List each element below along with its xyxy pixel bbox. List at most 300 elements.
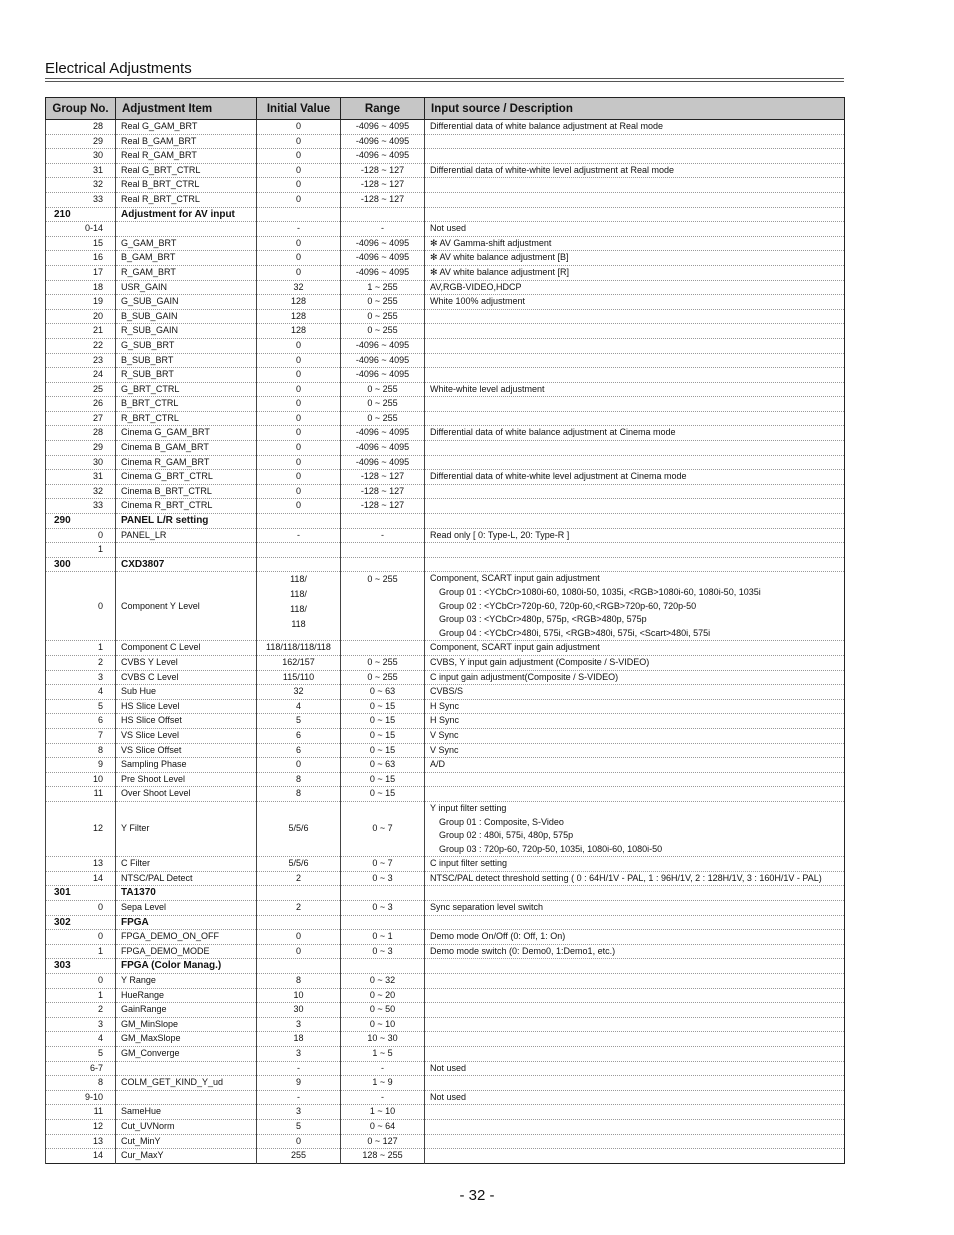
table-row <box>46 1134 845 1149</box>
cell-initial-value: 0 <box>257 426 341 441</box>
cell-description <box>425 655 845 670</box>
cell-adjustment-item: Cur_MaxY <box>116 1149 257 1164</box>
cell-initial-value: 255 <box>257 1149 341 1164</box>
description-line: Differential data of white-white level adjustment at Real mode <box>430 164 674 175</box>
cell-initial-value: 118/118/118/118 <box>257 641 341 656</box>
cell-description <box>425 572 845 641</box>
description-line: Component, SCART input gain adjustment <box>430 573 600 584</box>
cell-group-no: 20 <box>46 309 116 324</box>
cell-group-no: 290 <box>46 514 116 529</box>
description-line: V Sync <box>430 744 459 755</box>
column-header-description: Input source / Description <box>425 98 845 120</box>
cell-description <box>425 397 845 412</box>
description-line: ✻ AV Gamma-shift adjustment <box>430 237 552 248</box>
cell-description <box>425 1076 845 1091</box>
cell-description <box>425 728 845 743</box>
description-line: Sync separation level switch <box>430 902 544 913</box>
cell-adjustment-item: FPGA_DEMO_ON_OFF <box>116 930 257 945</box>
table-row <box>46 714 845 729</box>
cell-adjustment-item: C Filter <box>116 857 257 872</box>
cell-adjustment-item: B_SUB_BRT <box>116 353 257 368</box>
cell-range: 0 ~ 10 <box>341 1017 425 1032</box>
column-header-adjustment-item: Adjustment Item <box>116 98 257 120</box>
cell-group-no: 300 <box>46 557 116 572</box>
cell-initial-value: 128 <box>257 324 341 339</box>
cell-group-no: 2 <box>46 655 116 670</box>
cell-range: 0 ~ 63 <box>341 758 425 773</box>
title-rule <box>45 78 844 79</box>
cell-initial-value: 0 <box>257 251 341 266</box>
cell-initial-value: 0 <box>257 470 341 485</box>
description-line: NTSC/PAL detect threshold setting ( 0 : 64H/1V - PAL, 1 : 96H/1V, 2 : 128H/1V, 3 : 160H/1V - PAL) <box>430 872 822 883</box>
cell-adjustment-item: CVBS Y Level <box>116 655 257 670</box>
cell-range: 0 ~ 7 <box>341 801 425 856</box>
cell-initial-value: 128 <box>257 309 341 324</box>
cell-adjustment-item: Cut_MinY <box>116 1134 257 1149</box>
cell-adjustment-item: R_BRT_CTRL <box>116 411 257 426</box>
cell-description <box>425 280 845 295</box>
cell-initial-value: - <box>257 222 341 237</box>
cell-initial-value: 2 <box>257 871 341 886</box>
cell-adjustment-item: Real B_BRT_CTRL <box>116 178 257 193</box>
cell-initial-value: 0 <box>257 120 341 135</box>
cell-initial-value: 0 <box>257 353 341 368</box>
cell-range <box>341 557 425 572</box>
cell-initial-value: 5 <box>257 1119 341 1134</box>
cell-initial-value: 8 <box>257 974 341 989</box>
table-body <box>46 120 845 1164</box>
cell-group-no: 6 <box>46 714 116 729</box>
cell-initial-value: 18 <box>257 1032 341 1047</box>
cell-range: 0 ~ 3 <box>341 901 425 916</box>
cell-initial-value: 0 <box>257 236 341 251</box>
cell-initial-value: 162/157 <box>257 655 341 670</box>
cell-adjustment-item: NTSC/PAL Detect <box>116 871 257 886</box>
page-title: Electrical Adjustments <box>45 60 192 77</box>
cell-initial-value: 0 <box>257 368 341 383</box>
cell-description <box>425 901 845 916</box>
cell-initial-value: 0 <box>257 441 341 456</box>
cell-adjustment-item <box>116 1090 257 1105</box>
description-line: ✻ AV white balance adjustment [R] <box>430 266 569 277</box>
cell-description <box>425 382 845 397</box>
cell-range: 0 ~ 7 <box>341 857 425 872</box>
cell-adjustment-item <box>116 222 257 237</box>
group-header-row <box>46 207 845 222</box>
cell-description <box>425 163 845 178</box>
cell-description <box>425 1061 845 1076</box>
cell-adjustment-item <box>116 543 257 558</box>
cell-group-no: 13 <box>46 1134 116 1149</box>
cell-description <box>425 1119 845 1134</box>
description-line: Group 01 : <YCbCr>1080i-60, 1080i-50, 1035i, <RGB>1080i-60, 1080i-50, 1035i <box>439 587 761 597</box>
cell-group-no: 10 <box>46 772 116 787</box>
cell-description <box>425 670 845 685</box>
table-row <box>46 1003 845 1018</box>
cell-group-no: 17 <box>46 265 116 280</box>
cell-group-no: 30 <box>46 455 116 470</box>
cell-group-no: 4 <box>46 685 116 700</box>
cell-initial-value <box>257 959 341 974</box>
cell-adjustment-item: GainRange <box>116 1003 257 1018</box>
cell-initial-value: 32 <box>257 280 341 295</box>
cell-initial-value: 4 <box>257 699 341 714</box>
cell-adjustment-item: COLM_GET_KIND_Y_ud <box>116 1076 257 1091</box>
cell-group-no: 26 <box>46 397 116 412</box>
cell-range: -4096 ~ 4095 <box>341 236 425 251</box>
cell-description <box>425 685 845 700</box>
cell-initial-value <box>257 557 341 572</box>
cell-group-no: 28 <box>46 120 116 135</box>
description-line: Demo mode switch (0: Demo0, 1:Demo1, etc.) <box>430 945 616 956</box>
cell-range: -4096 ~ 4095 <box>341 338 425 353</box>
cell-range <box>341 641 425 656</box>
cell-group-no: 28 <box>46 426 116 441</box>
cell-range <box>341 915 425 930</box>
cell-range: 0 ~ 15 <box>341 772 425 787</box>
cell-group-no: 1 <box>46 641 116 656</box>
cell-adjustment-item: HS Slice Level <box>116 699 257 714</box>
table-row <box>46 368 845 383</box>
cell-group-no: 33 <box>46 192 116 207</box>
cell-description <box>425 192 845 207</box>
cell-initial-value: 8 <box>257 787 341 802</box>
cell-initial-value: 6 <box>257 743 341 758</box>
cell-adjustment-item: Component C Level <box>116 641 257 656</box>
cell-description <box>425 411 845 426</box>
table-row <box>46 901 845 916</box>
cell-group-no: 0-14 <box>46 222 116 237</box>
cell-description <box>425 944 845 959</box>
description-line: Differential data of white balance adjustment at Real mode <box>430 121 663 131</box>
cell-range: -128 ~ 127 <box>341 178 425 193</box>
cell-range: -4096 ~ 4095 <box>341 368 425 383</box>
cell-group-no: 303 <box>46 959 116 974</box>
cell-range: -128 ~ 127 <box>341 499 425 514</box>
cell-group-no: 30 <box>46 149 116 164</box>
cell-group-no: 31 <box>46 163 116 178</box>
cell-description <box>425 324 845 339</box>
table-row <box>46 265 845 280</box>
cell-group-no: 9-10 <box>46 1090 116 1105</box>
cell-range: -4096 ~ 4095 <box>341 251 425 266</box>
table-row <box>46 280 845 295</box>
cell-group-no: 27 <box>46 411 116 426</box>
cell-description <box>425 1047 845 1062</box>
table-row <box>46 572 845 641</box>
table-row <box>46 499 845 514</box>
cell-description <box>425 772 845 787</box>
cell-initial-value: 0 <box>257 338 341 353</box>
table-row <box>46 1119 845 1134</box>
cell-range: 0 ~ 255 <box>341 324 425 339</box>
cell-group-no: 5 <box>46 699 116 714</box>
cell-adjustment-item: PANEL L/R setting <box>116 514 257 529</box>
cell-adjustment-item: TA1370 <box>116 886 257 901</box>
cell-range: 0 ~ 15 <box>341 728 425 743</box>
cell-adjustment-item: Sampling Phase <box>116 758 257 773</box>
description-line: White-white level adjustment <box>430 383 545 394</box>
cell-adjustment-item: Cinema G_GAM_BRT <box>116 426 257 441</box>
cell-description <box>425 134 845 149</box>
cell-group-no: 9 <box>46 758 116 773</box>
cell-adjustment-item: Sub Hue <box>116 685 257 700</box>
cell-range: 0 ~ 255 <box>341 670 425 685</box>
cell-group-no: 6-7 <box>46 1061 116 1076</box>
cell-description <box>425 699 845 714</box>
cell-description <box>425 787 845 802</box>
cell-range: - <box>341 222 425 237</box>
description-line: C input filter setting <box>430 858 508 869</box>
description-line: Read only [ 0: Type-L, 20: Type-R ] <box>430 529 570 540</box>
cell-initial-value: 0 <box>257 944 341 959</box>
cell-range: 0 ~ 15 <box>341 699 425 714</box>
table-row <box>46 397 845 412</box>
cell-range: 1 ~ 10 <box>341 1105 425 1120</box>
cell-range <box>341 959 425 974</box>
cell-range: 0 ~ 255 <box>341 295 425 310</box>
cell-range <box>341 543 425 558</box>
cell-range: 0 ~ 255 <box>341 309 425 324</box>
cell-range: -4096 ~ 4095 <box>341 353 425 368</box>
description-line: CVBS, Y input gain adjustment (Composite / S-VIDEO) <box>430 656 650 667</box>
cell-adjustment-item: Real R_BRT_CTRL <box>116 192 257 207</box>
cell-description <box>425 1017 845 1032</box>
cell-adjustment-item: R_SUB_BRT <box>116 368 257 383</box>
cell-range: -4096 ~ 4095 <box>341 265 425 280</box>
cell-description <box>425 988 845 1003</box>
cell-group-no: 1 <box>46 944 116 959</box>
cell-adjustment-item: VS Slice Offset <box>116 743 257 758</box>
table-row <box>46 988 845 1003</box>
cell-initial-value: 6 <box>257 728 341 743</box>
table-row <box>46 120 845 135</box>
table-row <box>46 338 845 353</box>
cell-group-no: 0 <box>46 901 116 916</box>
column-header-initial-value: Initial Value <box>257 98 341 120</box>
cell-range <box>341 886 425 901</box>
cell-range: - <box>341 1061 425 1076</box>
cell-adjustment-item: USR_GAIN <box>116 280 257 295</box>
table-row <box>46 772 845 787</box>
cell-range: 0 ~ 20 <box>341 988 425 1003</box>
cell-initial-value <box>257 915 341 930</box>
description-line: Group 01 : Composite, S-Video <box>439 816 564 827</box>
cell-group-no: 19 <box>46 295 116 310</box>
cell-adjustment-item: FPGA <box>116 915 257 930</box>
cell-range: 0 ~ 255 <box>341 397 425 412</box>
cell-initial-value: 9 <box>257 1076 341 1091</box>
cell-adjustment-item: Sepa Level <box>116 901 257 916</box>
cell-initial-value <box>257 543 341 558</box>
cell-range: -4096 ~ 4095 <box>341 426 425 441</box>
cell-description <box>425 886 845 901</box>
table-row <box>46 192 845 207</box>
cell-description <box>425 295 845 310</box>
cell-group-no: 13 <box>46 857 116 872</box>
cell-adjustment-item: B_BRT_CTRL <box>116 397 257 412</box>
group-header-row <box>46 915 845 930</box>
description-line: Differential data of white-white level adjustment at Cinema mode <box>430 471 687 482</box>
cell-initial-value: 2 <box>257 901 341 916</box>
cell-adjustment-item: Y Filter <box>116 801 257 856</box>
cell-range: 0 ~ 255 <box>341 411 425 426</box>
description-line: V Sync <box>430 729 459 740</box>
table-row <box>46 470 845 485</box>
cell-adjustment-item <box>116 1061 257 1076</box>
cell-adjustment-item: Component Y Level <box>116 572 257 641</box>
group-header-row <box>46 514 845 529</box>
cell-initial-value: - <box>257 528 341 543</box>
cell-adjustment-item: B_GAM_BRT <box>116 251 257 266</box>
cell-range: 0 ~ 64 <box>341 1119 425 1134</box>
cell-adjustment-item: Real R_GAM_BRT <box>116 149 257 164</box>
cell-range: 10 ~ 30 <box>341 1032 425 1047</box>
column-header-range: Range <box>341 98 425 120</box>
description-line: AV,RGB-VIDEO,HDCP <box>430 281 522 292</box>
table-row <box>46 163 845 178</box>
cell-description <box>425 959 845 974</box>
cell-description <box>425 514 845 529</box>
cell-initial-value: 3 <box>257 1105 341 1120</box>
table-row <box>46 655 845 670</box>
cell-range: - <box>341 1090 425 1105</box>
cell-initial-value: 30 <box>257 1003 341 1018</box>
table-row <box>46 1149 845 1164</box>
cell-description <box>425 120 845 135</box>
table-row <box>46 543 845 558</box>
table-row <box>46 324 845 339</box>
cell-adjustment-item: SameHue <box>116 1105 257 1120</box>
cell-group-no: 15 <box>46 236 116 251</box>
cell-adjustment-item: G_SUB_GAIN <box>116 295 257 310</box>
cell-adjustment-item: CXD3807 <box>116 557 257 572</box>
description-line: H Sync <box>430 700 460 711</box>
cell-adjustment-item: Y Range <box>116 974 257 989</box>
table-row <box>46 641 845 656</box>
cell-group-no: 12 <box>46 1119 116 1134</box>
cell-group-no: 301 <box>46 886 116 901</box>
cell-adjustment-item: Real G_BRT_CTRL <box>116 163 257 178</box>
cell-group-no: 14 <box>46 871 116 886</box>
table-row <box>46 178 845 193</box>
cell-description <box>425 1134 845 1149</box>
cell-initial-value: 0 <box>257 163 341 178</box>
cell-range: 0 ~ 255 <box>341 655 425 670</box>
table-row <box>46 455 845 470</box>
cell-group-no: 29 <box>46 134 116 149</box>
cell-initial-value: 115/110 <box>257 670 341 685</box>
table-row <box>46 1017 845 1032</box>
cell-description <box>425 338 845 353</box>
description-line: A/D <box>430 759 446 770</box>
cell-range: -4096 ~ 4095 <box>341 134 425 149</box>
cell-initial-value: 0 <box>257 411 341 426</box>
description-line: Demo mode On/Off (0: Off, 1: On) <box>430 931 566 942</box>
cell-initial-value <box>257 886 341 901</box>
cell-adjustment-item: GM_Converge <box>116 1047 257 1062</box>
cell-initial-value: 8 <box>257 772 341 787</box>
cell-initial-value: 118/ 118/ 118/ 118 <box>257 572 341 641</box>
table-row <box>46 728 845 743</box>
table-row <box>46 134 845 149</box>
table-row <box>46 411 845 426</box>
cell-initial-value: 0 <box>257 178 341 193</box>
cell-group-no: 2 <box>46 1003 116 1018</box>
cell-adjustment-item: Over Shoot Level <box>116 787 257 802</box>
cell-group-no: 23 <box>46 353 116 368</box>
cell-group-no: 24 <box>46 368 116 383</box>
group-header-row <box>46 959 845 974</box>
cell-initial-value: 32 <box>257 685 341 700</box>
cell-description <box>425 309 845 324</box>
cell-group-no: 11 <box>46 787 116 802</box>
title-rule <box>45 81 844 82</box>
cell-adjustment-item: Pre Shoot Level <box>116 772 257 787</box>
table-row <box>46 149 845 164</box>
table-row <box>46 743 845 758</box>
cell-description <box>425 543 845 558</box>
cell-adjustment-item: Adjustment for AV input <box>116 207 257 222</box>
table-row <box>46 685 845 700</box>
table-row <box>46 930 845 945</box>
cell-initial-value: 0 <box>257 930 341 945</box>
cell-description <box>425 251 845 266</box>
cell-adjustment-item: Cinema B_BRT_CTRL <box>116 484 257 499</box>
description-line: Differential data of white balance adjustment at Cinema mode <box>430 427 676 438</box>
cell-range <box>341 207 425 222</box>
cell-description <box>425 1032 845 1047</box>
cell-adjustment-item: Cut_UVNorm <box>116 1119 257 1134</box>
cell-adjustment-item: Real B_GAM_BRT <box>116 134 257 149</box>
table-row <box>46 1032 845 1047</box>
description-line: Group 02 : 480i, 575i, 480p, 575p <box>439 830 574 841</box>
cell-initial-value: 5/5/6 <box>257 801 341 856</box>
cell-description <box>425 528 845 543</box>
cell-adjustment-item: Cinema R_GAM_BRT <box>116 455 257 470</box>
cell-description <box>425 1149 845 1164</box>
cell-description <box>425 484 845 499</box>
cell-description <box>425 426 845 441</box>
description-line: Group 03 : <YCbCr>480p, 575p, <RGB>480p, 575p <box>439 614 647 625</box>
description-line: Component, SCART input gain adjustment <box>430 642 600 653</box>
table-row <box>46 801 845 856</box>
adjustment-table <box>45 97 845 1164</box>
description-line: White 100% adjustment <box>430 296 526 307</box>
cell-adjustment-item: G_GAM_BRT <box>116 236 257 251</box>
cell-group-no: 5 <box>46 1047 116 1062</box>
cell-description <box>425 1090 845 1105</box>
cell-adjustment-item: PANEL_LR <box>116 528 257 543</box>
cell-range: -128 ~ 127 <box>341 484 425 499</box>
cell-adjustment-item: G_BRT_CTRL <box>116 382 257 397</box>
cell-group-no: 0 <box>46 974 116 989</box>
cell-range: 1 ~ 5 <box>341 1047 425 1062</box>
cell-range: 0 ~ 3 <box>341 871 425 886</box>
cell-group-no: 8 <box>46 743 116 758</box>
cell-range: -4096 ~ 4095 <box>341 455 425 470</box>
column-header-group-no: Group No. <box>46 98 116 120</box>
description-line: Group 02 : <YCbCr>720p-60, 720p-60,<RGB>720p-60, 720p-50 <box>439 600 697 611</box>
cell-group-no: 21 <box>46 324 116 339</box>
cell-initial-value <box>257 514 341 529</box>
cell-initial-value: 3 <box>257 1017 341 1032</box>
description-line: ✻ AV white balance adjustment [B] <box>430 252 569 263</box>
cell-initial-value: - <box>257 1061 341 1076</box>
cell-adjustment-item: GM_MaxSlope <box>116 1032 257 1047</box>
cell-description <box>425 178 845 193</box>
cell-group-no: 33 <box>46 499 116 514</box>
